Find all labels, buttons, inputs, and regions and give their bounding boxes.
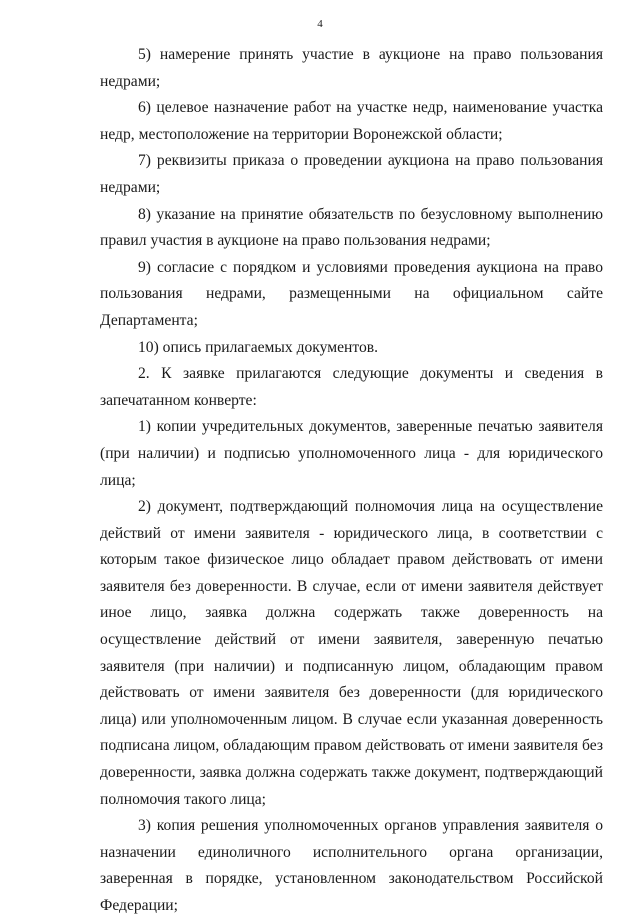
document-body (100, 42, 603, 920)
paragraph-item-10: 10) опись прилагаемых документов. (138, 338, 379, 356)
paragraph-doc-2: 2) документ, подтверждающий полномочия лица на осуществление действий от имени заявителя - юридического лица, в соответствии с которым такое физическое лицо обладает правом действовать от имени заявителя без доверенности. В случае, если от имени заявителя действует иное лицо, заявка должна содержать также доверенность на осуществление действий от имени заявителя, заверенную печатью заявителя (при наличии) и подписанную лицом, обладающим правом действовать от имени заявителя без доверенности (для юридического лица) или уполномоченным лицом. В случае если указанная доверенность подписана лицом, обладающим правом действовать от имени заявителя без доверенности, заявка должна содержать также документ, подтверждающий полномочия такого лица; (100, 498, 603, 808)
page-number: 4 (317, 18, 323, 30)
paragraph-item-8: 8) указание на принятие обязательств по безусловному выполнению правил участия в аукционе на право пользования недрами; (100, 205, 603, 250)
paragraph-item-5: 5) намерение принять участие в аукционе на право пользования недрами; (100, 46, 603, 90)
paragraph-doc-3: 3) копия решения уполномоченных органов управления заявителя о назначении единоличного исполнительного органа организации, заверенная в порядке, установленном законодательством Российской Федерации; (100, 817, 603, 914)
paragraph-item-6: 6) целевое назначение работ на участке недр, наименование участка недр, местоположение на территории Воронежской области; (100, 99, 603, 143)
paragraph-section-2: 2. К заявке прилагаются следующие документы и сведения в запечатанном конверте: (100, 365, 603, 409)
paragraph-doc-1: 1) копии учредительных документов, заверенные печатью заявителя (при наличии) и подписью уполномоченного лица - для юридического лица; (100, 418, 603, 489)
paragraph-item-7: 7) реквизиты приказа о проведении аукциона на право пользования недрами; (100, 152, 603, 196)
paragraph-item-9: 9) согласие с порядком и условиями проведения аукциона на право пользования недрами, размещенными на официальном сайте Департамента; (100, 258, 603, 329)
